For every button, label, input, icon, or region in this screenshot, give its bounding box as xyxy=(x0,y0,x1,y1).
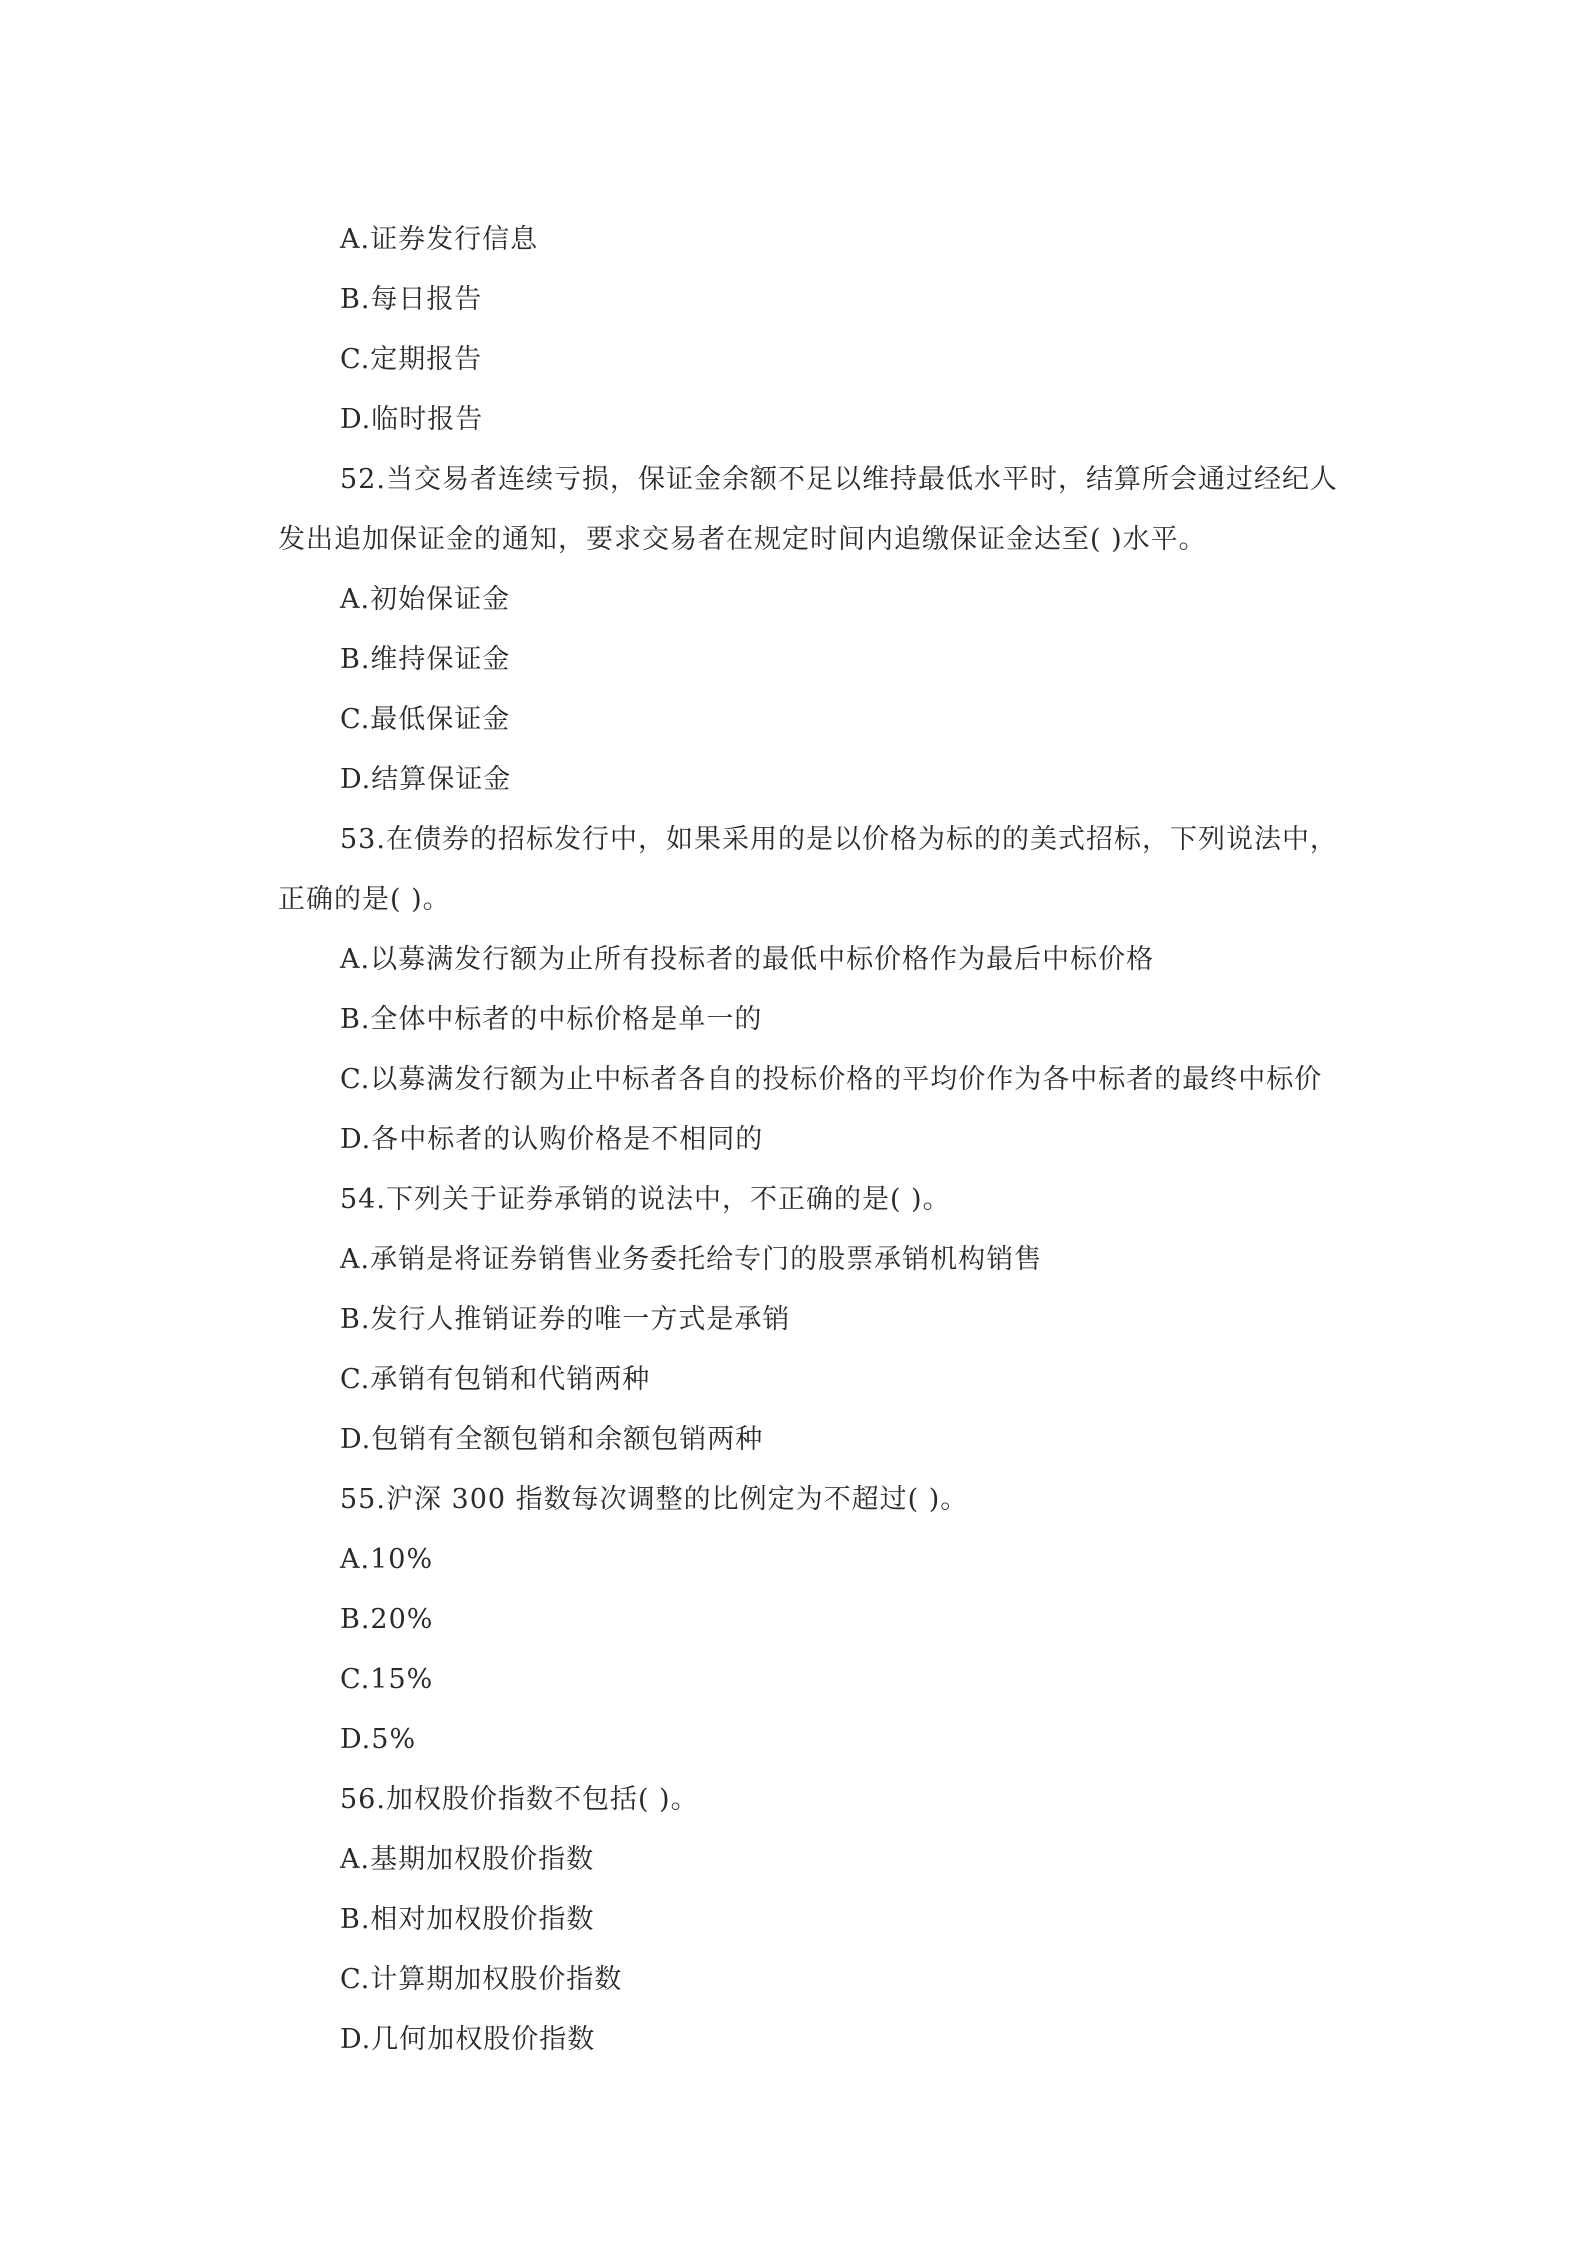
q53-option-c: C.以募满发行额为止中标者各自的投标价格的平均价作为各中标者的最终中标价 xyxy=(340,1064,1323,1095)
q54-option-b: B.发行人推销证券的唯一方式是承销 xyxy=(340,1304,791,1335)
q52-option-b: B.维持保证金 xyxy=(340,644,511,675)
q53-option-a: A.以募满发行额为止所有投标者的最低中标价格作为最后中标价格 xyxy=(340,944,1155,975)
q53-option-b: B.全体中标者的中标价格是单一的 xyxy=(340,1004,763,1035)
q55-stem: 55.沪深 300 指数每次调整的比例定为不超过( )。 xyxy=(340,1484,969,1515)
q54-option-d: D.包销有全额包销和余额包销两种 xyxy=(340,1424,764,1455)
q56-option-c: C.计算期加权股价指数 xyxy=(340,1964,623,1995)
q55-option-a: A.10% xyxy=(340,1544,434,1575)
q51-option-d: D.临时报告 xyxy=(340,404,484,435)
q54-option-c: C.承销有包销和代销两种 xyxy=(340,1364,651,1395)
q53-stem-line1: 53.在债券的招标发行中，如果采用的是以价格为标的的美式招标，下列说法中， xyxy=(340,824,1338,855)
q52-stem-line1: 52.当交易者连续亏损，保证金余额不足以维持最低水平时，结算所会通过经纪人 xyxy=(340,464,1338,495)
q53-stem-line2: 正确的是( )。 xyxy=(278,884,451,915)
q56-option-a: A.基期加权股价指数 xyxy=(340,1844,595,1875)
q55-option-d: D.5% xyxy=(340,1724,417,1755)
q52-option-c: C.最低保证金 xyxy=(340,704,511,735)
q52-stem-line2: 发出追加保证金的通知，要求交易者在规定时间内追缴保证金达至( )水平。 xyxy=(278,524,1207,555)
q54-stem: 54.下列关于证券承销的说法中，不正确的是( )。 xyxy=(340,1184,951,1215)
q53-option-d: D.各中标者的认购价格是不相同的 xyxy=(340,1124,764,1155)
q56-option-b: B.相对加权股价指数 xyxy=(340,1904,595,1935)
q56-stem: 56.加权股价指数不包括( )。 xyxy=(340,1784,699,1815)
q51-option-b: B.每日报告 xyxy=(340,284,483,315)
q55-option-c: C.15% xyxy=(340,1664,434,1695)
q52-option-d: D.结算保证金 xyxy=(340,764,512,795)
q52-option-a: A.初始保证金 xyxy=(340,584,511,615)
q56-option-d: D.几何加权股价指数 xyxy=(340,2024,596,2055)
q55-option-b: B.20% xyxy=(340,1604,434,1635)
q51-option-a: A.证券发行信息 xyxy=(340,224,539,255)
q54-option-a: A.承销是将证券销售业务委托给专门的股票承销机构销售 xyxy=(340,1244,1043,1275)
q51-option-c: C.定期报告 xyxy=(340,344,483,375)
